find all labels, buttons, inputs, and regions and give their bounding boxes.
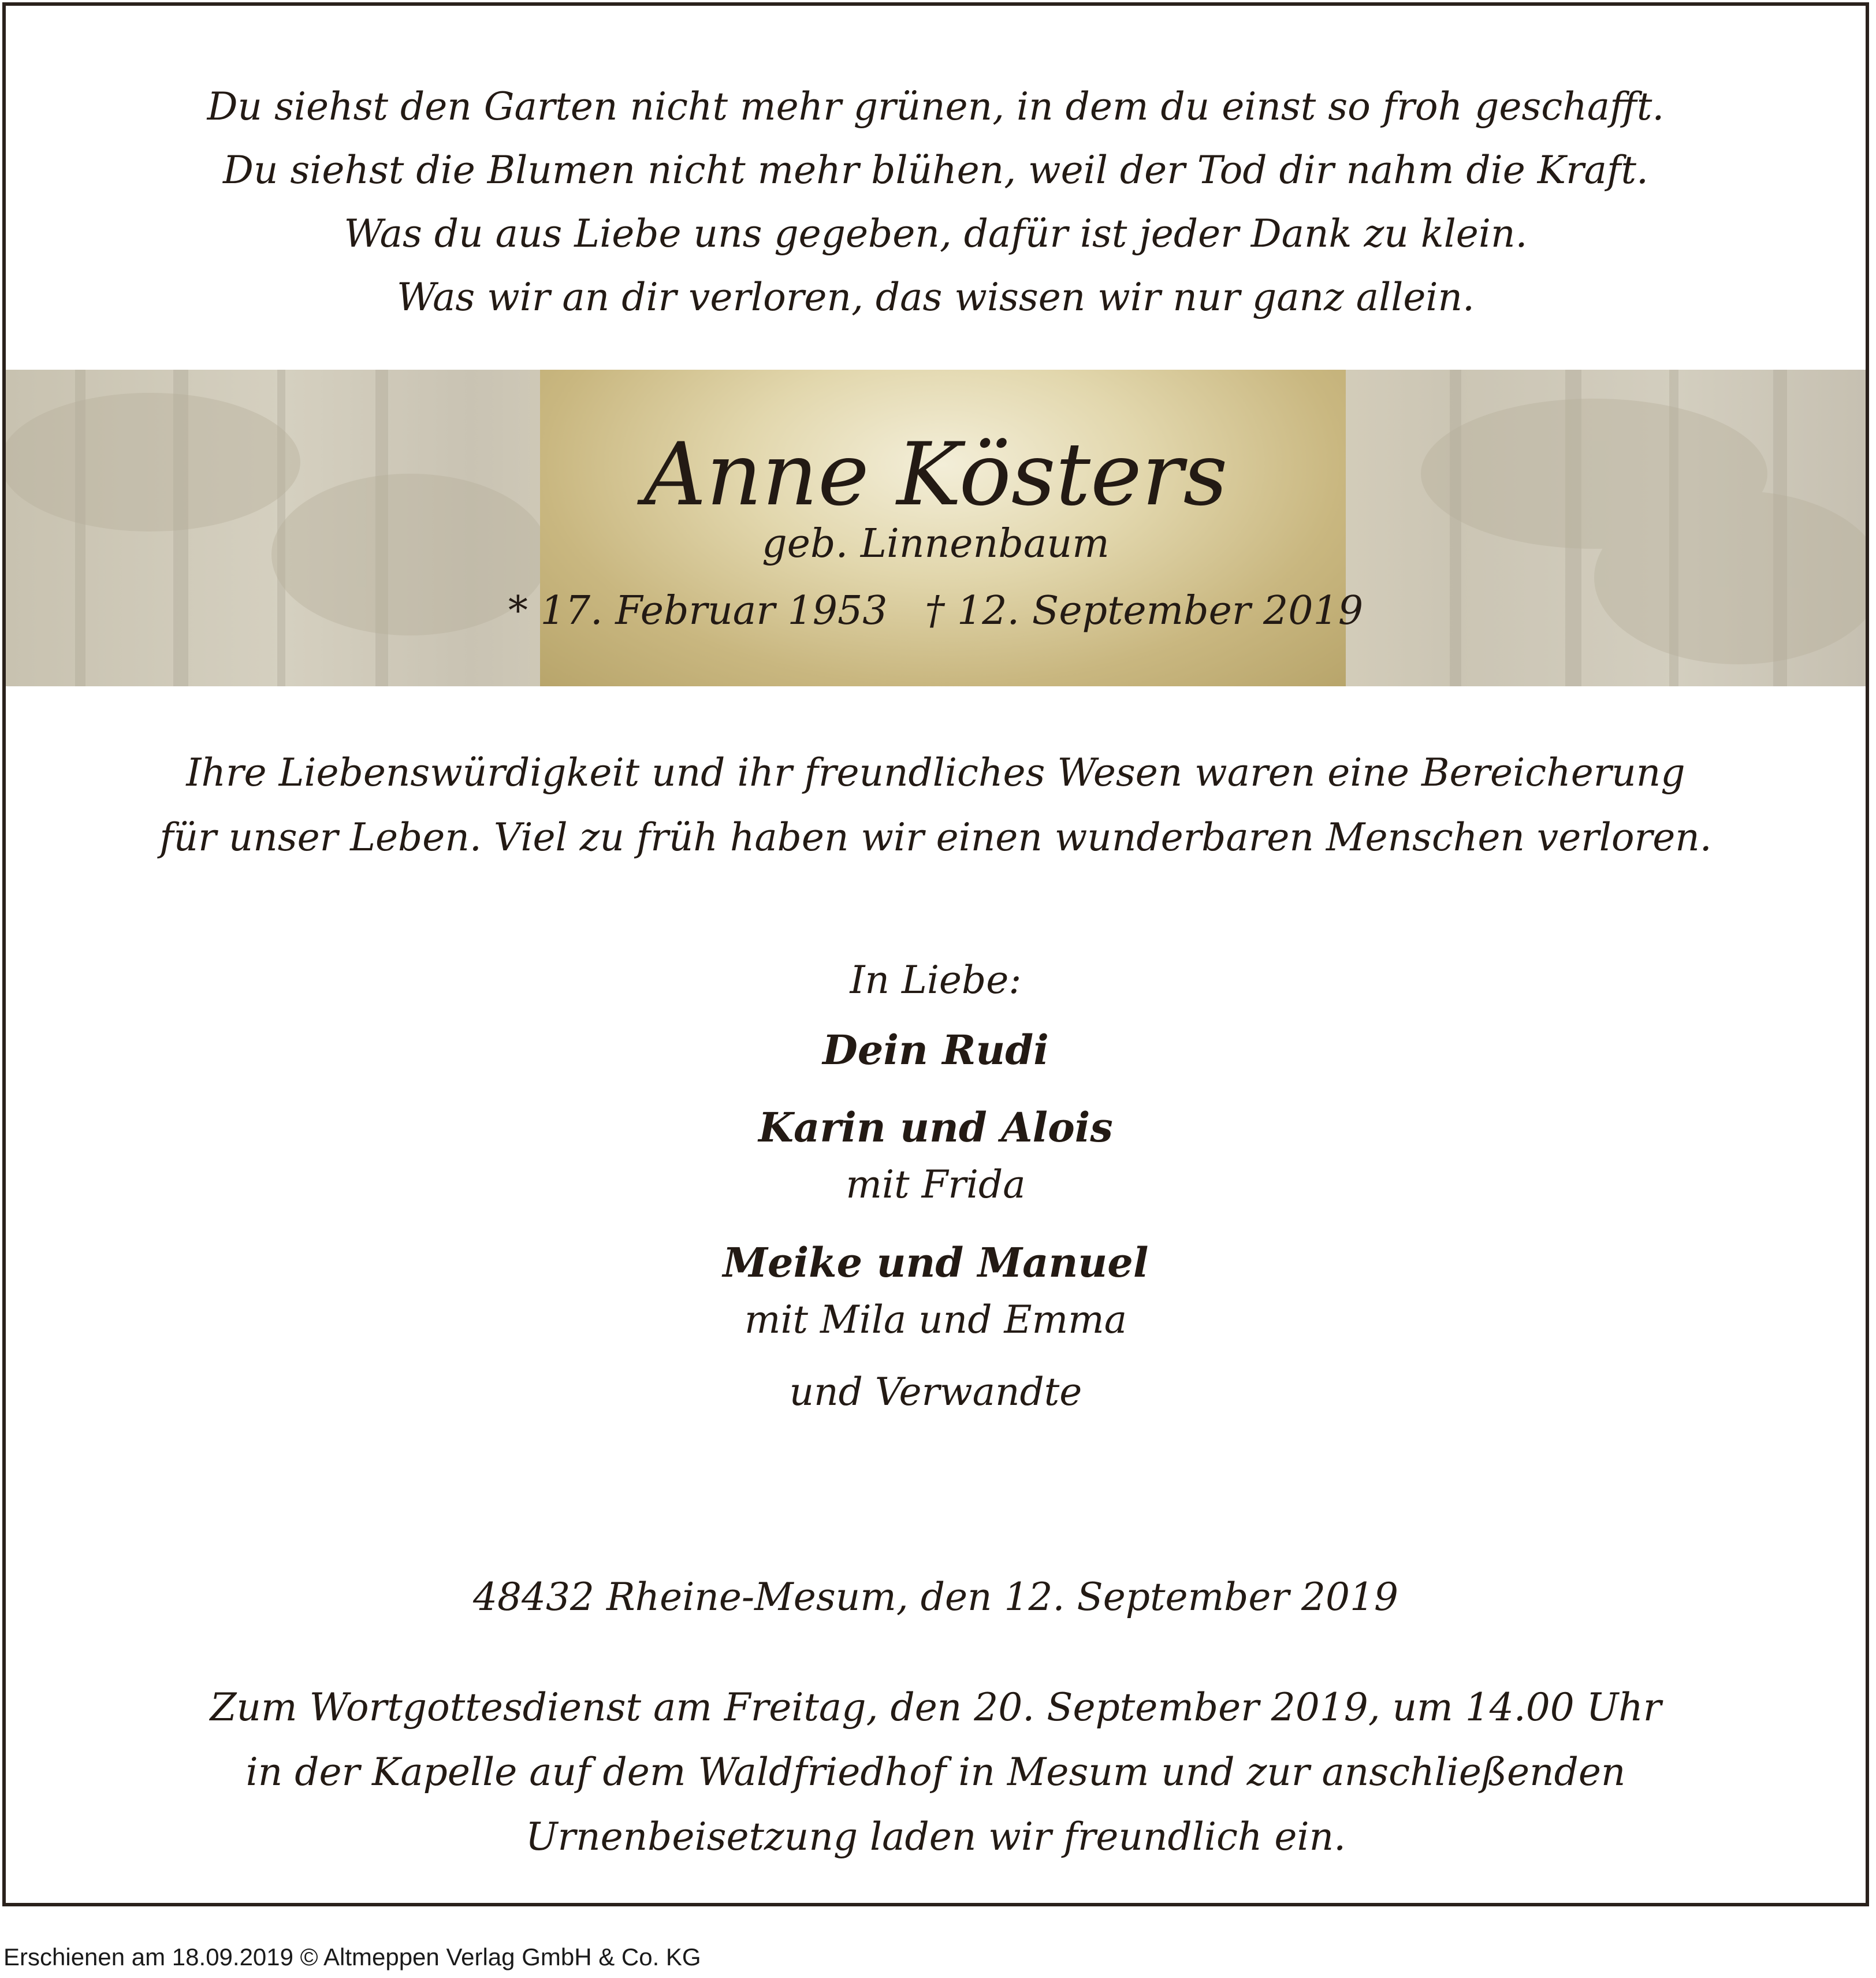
signature-name: Karin und Alois (758, 1103, 1113, 1151)
signature-group (6, 1099, 1866, 1214)
signature-group (6, 1022, 1866, 1079)
publication-footer: Erschienen am 18.09.2019 © Altmeppen Verlag GmbH & Co. KG (3, 1943, 701, 1970)
signature-sub: mit Mila und Emma (744, 1297, 1127, 1342)
poem-line: Was du aus Liebe uns gegeben, dafür ist jeder Dank zu klein. (344, 211, 1528, 256)
tribute-line: Ihre Liebenswürdigkeit und ihr freundliches Wesen waren eine Bereicherung (186, 750, 1685, 795)
signature-sub: mit Frida (846, 1162, 1026, 1207)
tribute-line: für unser Leben. Viel zu früh haben wir einen wunderbaren Menschen verloren. (159, 815, 1712, 860)
obituary-frame (2, 2, 1869, 1906)
service-line: in der Kapelle auf dem Waldfriedhof in Mesum und zur anschließenden (245, 1750, 1626, 1794)
poem (6, 75, 1866, 329)
deceased-name: Anne Kösters (643, 425, 1228, 525)
signature-name: Meike und Manuel (723, 1239, 1149, 1287)
signatures-intro: In Liebe: (850, 958, 1022, 1002)
service-line: Urnenbeisetzung laden wir freundlich ein. (525, 1815, 1346, 1859)
tribute-text (6, 741, 1866, 870)
service-line: Zum Wortgottesdienst am Freitag, den 20. September 2019, um 14.00 Uhr (210, 1685, 1662, 1730)
service-announcement (6, 1675, 1866, 1869)
signature-name: Dein Rudi (822, 1026, 1049, 1074)
poem-line: Du siehst den Garten nicht mehr grünen, in dem du einst so froh geschafft. (207, 84, 1665, 129)
signatures-closing: und Verwandte (789, 1370, 1082, 1414)
signature-group (6, 1235, 1866, 1349)
forest-banner (6, 370, 1866, 686)
life-dates: * 17. Februar 1953 † 12. September 2019 (508, 588, 1364, 634)
place-and-date: 48432 Rheine-Mesum, den 12. September 2019 (473, 1575, 1398, 1619)
maiden-name: geb. Linnenbaum (762, 521, 1110, 567)
signatures (6, 958, 1866, 1414)
poem-line: Du siehst die Blumen nicht mehr blühen, weil der Tod dir nahm die Kraft. (223, 148, 1648, 192)
poem-line: Was wir an dir verloren, das wissen wir nur ganz allein. (396, 275, 1475, 319)
